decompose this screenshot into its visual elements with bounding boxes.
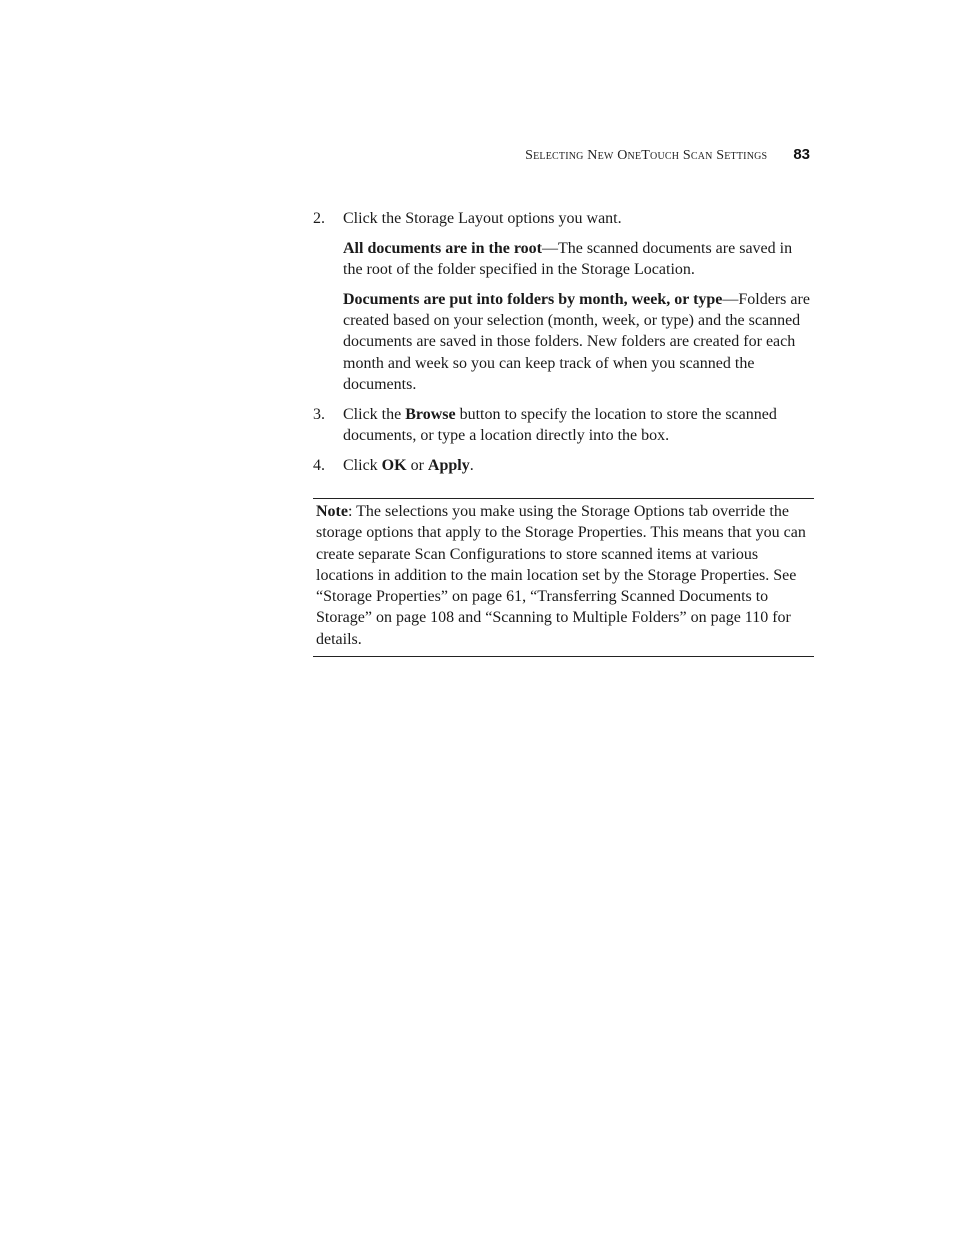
- step-3: [313, 404, 813, 447]
- step-text: button to specify the location to store the scanned documents, or type a location directly into the box.: [343, 405, 777, 445]
- step-number: 4.: [313, 456, 325, 474]
- step-text: or: [406, 456, 428, 474]
- browse-label: Browse: [405, 405, 456, 423]
- step-text: Click the: [343, 405, 406, 423]
- step-number: 2.: [313, 210, 325, 227]
- note-label: Note: [316, 503, 348, 520]
- step-2: [313, 208, 813, 229]
- page-number: 83: [793, 146, 810, 163]
- running-header: [430, 146, 810, 164]
- step-text: Click the Storage Layout options you want.: [343, 210, 622, 227]
- option-description: —Folders are created based on your selection (month, week, or type) and the scanned documents are saved in those folders. New folders are created for each month and week so you can keep track of when you scanned the documents.: [343, 290, 810, 394]
- ok-label: OK: [381, 456, 407, 474]
- option-term: Documents are put into folders by month, week, or type: [343, 290, 723, 308]
- option-term: All documents are in the root: [343, 239, 542, 257]
- chapter-title: Selecting New OneTouch Scan Settings: [525, 148, 768, 163]
- option-root: [343, 238, 813, 281]
- note-box: [313, 498, 814, 657]
- step-text: .: [469, 456, 474, 474]
- step-number: 3.: [313, 405, 325, 423]
- step-4: [313, 455, 813, 476]
- option-folders: [343, 289, 813, 395]
- instruction-list: [313, 208, 813, 485]
- option-description: —The scanned documents are saved in the root of the folder specified in the Storage Location.: [343, 239, 793, 279]
- apply-label: Apply: [427, 456, 470, 474]
- note-text: : The selections you make using the Storage Options tab override the storage options that apply to the Storage Properties. This means that you can create separate Scan Configurations to store scanned items at various locations in addition to the main location set by the Storage Properties. See “Storage Properties” on page 61, “Transferring Scanned Documents to Storage” on page 108 and “Scanning to Multiple Folders” on page 110 for details.: [316, 503, 806, 648]
- step-text: Click: [343, 456, 382, 474]
